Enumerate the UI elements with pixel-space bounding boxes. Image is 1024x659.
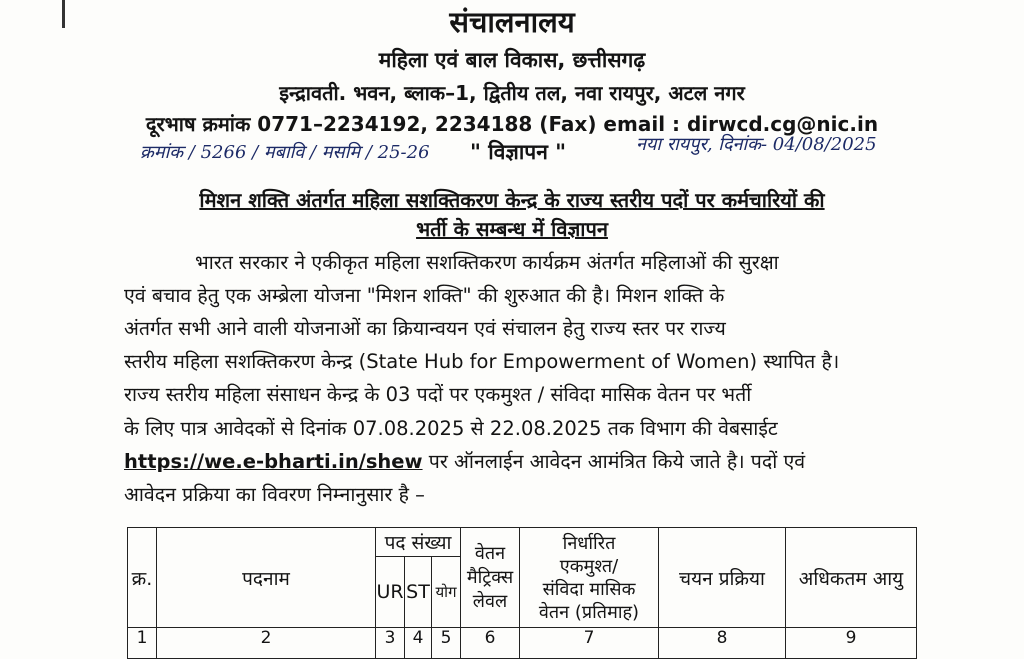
cell-total: 5 bbox=[432, 628, 461, 659]
body-line-5: राज्य स्तरीय महिला संसाधन केन्द्र के 03 पदों पर एकमुश्त / संविदा मासिक वेतन पर भर्ती bbox=[124, 383, 752, 406]
body-line-1: भारत सरकार ने एकीकृत महिला सशक्तिकरण कार्यक्रम अंतर्गत महिलाओं की सुरक्षा bbox=[195, 251, 779, 274]
cell-selection: 8 bbox=[659, 628, 786, 659]
contact-line: दूरभाष क्रमांक 0771–2234192, 2234188 (Fax) email : dirwcd.cg@nic.in bbox=[145, 112, 879, 136]
office-address: इन्द्रावती. भवन, ब्लाक–1, द्वितीय तल, नवा रायपुर, अटल नगर bbox=[279, 81, 745, 105]
body-line-2: एवं बचाव हेतु एक अम्ब्रेला योजना "मिशन शक्ति" की शुरुआत की है। मिशन शक्ति के bbox=[124, 284, 725, 307]
reference-number: क्रमांक / 5266 / मबावि / मसमि / 25-26 bbox=[140, 142, 430, 163]
header-salary-line-4: वेतन (प्रतिमाह) bbox=[538, 601, 640, 623]
body-line-8: आवेदन प्रक्रिया का विवरण निम्नानुसार है – bbox=[124, 483, 425, 506]
header-ur: UR bbox=[376, 557, 405, 628]
header-count: पद संख्या bbox=[376, 528, 461, 557]
header-matrix-line-3: लेवल bbox=[472, 590, 508, 612]
cell-salary: 7 bbox=[520, 628, 659, 659]
subject-line-1: मिशन शक्ति अंतर्गत महिला सशक्तिकरण केन्द्र के राज्य स्तरीय पदों पर कर्मचारियों की bbox=[199, 188, 825, 212]
subject-line-2: भर्ती के सम्बन्ध में विज्ञापन bbox=[416, 217, 608, 241]
header-serial: क्र. bbox=[128, 528, 157, 628]
body-line-7-text: पर ऑनलाईन आवेदन आमंत्रित किये जाते है। पदों एवं bbox=[422, 450, 806, 473]
office-title: संचालनालय bbox=[449, 5, 575, 39]
advertisement-label: " विज्ञापन " bbox=[470, 140, 567, 164]
cell-matrix: 6 bbox=[461, 628, 520, 659]
header-post: पदनाम bbox=[157, 528, 376, 628]
body-line-4: स्तरीय महिला सशक्तिकरण केन्द्र (State Hub for Empowerment of Women) स्थापित है। bbox=[124, 350, 840, 373]
header-age: अधिकतम आयु bbox=[786, 528, 917, 628]
website-link[interactable]: https://we.e-bharti.in/shew bbox=[124, 450, 423, 473]
header-salary-line-3: संविदा मासिक bbox=[542, 578, 636, 600]
header-salary-line-1: निर्धारित bbox=[562, 532, 616, 554]
place-date: नया रायपुर, दिनांक- 04/08/2025 bbox=[636, 134, 877, 155]
cell-post: 2 bbox=[157, 628, 376, 659]
posts-table bbox=[127, 527, 917, 659]
body-line-7 bbox=[124, 447, 805, 474]
cell-serial: 1 bbox=[128, 628, 157, 659]
cell-st: 4 bbox=[405, 628, 432, 659]
header-matrix-line-1: वेतन bbox=[474, 542, 506, 564]
department-name: महिला एवं बाल विकास, छत्तीसगढ़ bbox=[378, 48, 646, 72]
header-salary-line-2: एकमुश्त/ bbox=[559, 555, 619, 577]
body-line-3: अंतर्गत सभी आने वाली योजनाओं का क्रियान्वयन एवं संचालन हेतु राज्य स्तर पर राज्य bbox=[124, 317, 726, 340]
cell-ur: 3 bbox=[376, 628, 405, 659]
header-selection: चयन प्रक्रिया bbox=[659, 528, 786, 628]
header-total: योग bbox=[432, 557, 461, 628]
header-matrix bbox=[461, 528, 520, 628]
header-matrix-line-2: मैट्रिक्स bbox=[466, 566, 514, 588]
cell-age: 9 bbox=[786, 628, 917, 659]
body-line-6: के लिए पात्र आवेदकों से दिनांक 07.08.2025 से 22.08.2025 तक विभाग की वेबसाईट bbox=[124, 417, 778, 440]
header-salary bbox=[520, 528, 659, 628]
header-st: ST bbox=[405, 557, 432, 628]
